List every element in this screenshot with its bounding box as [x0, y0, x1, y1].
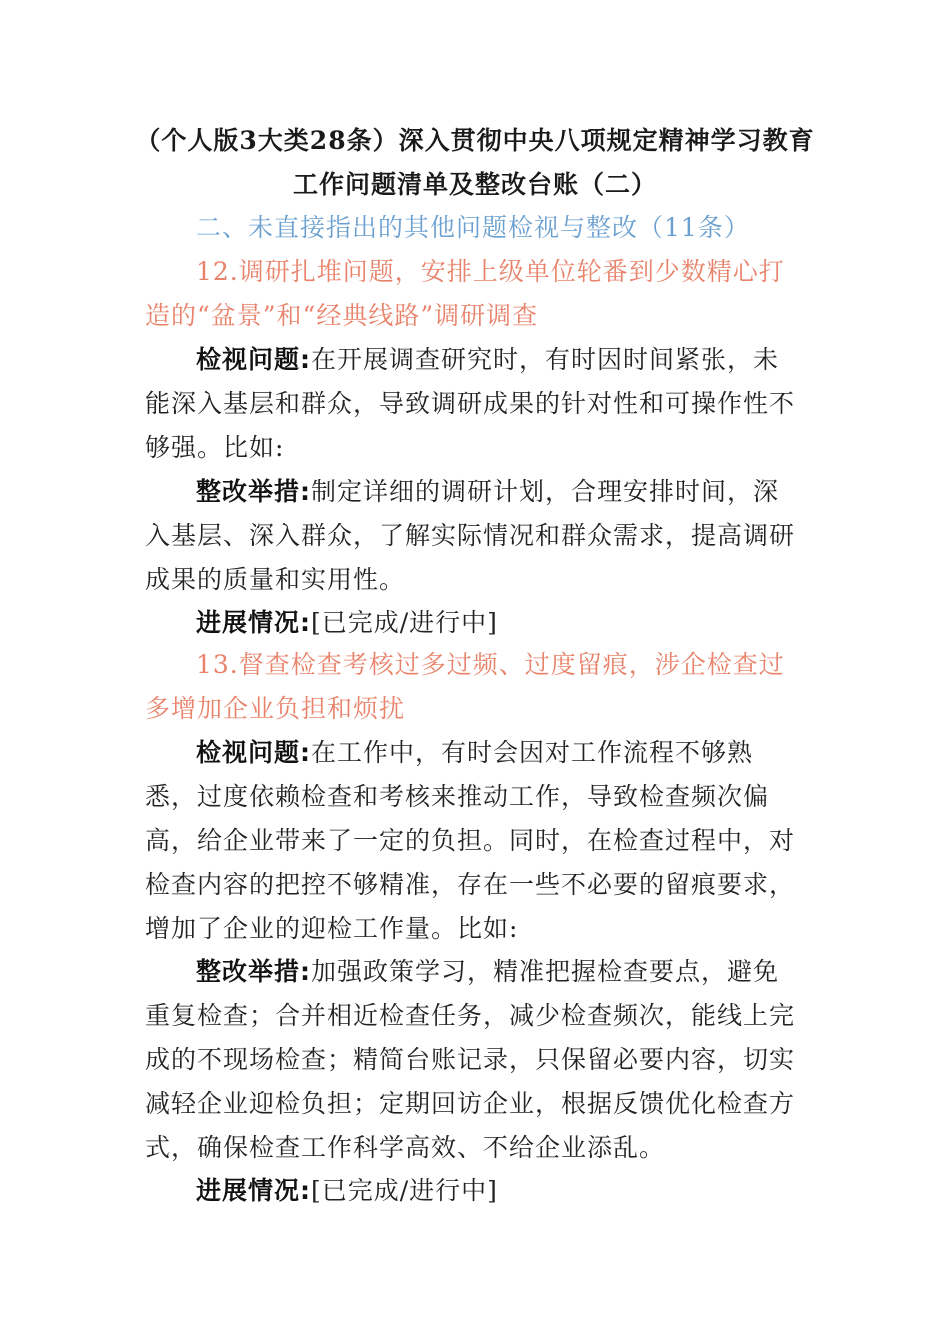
section-heading: 二、未直接指出的其他问题检视与整改（11条）	[196, 213, 750, 242]
progress-text: [已完成/进行中]	[311, 1176, 498, 1205]
measure-label: 整改举措:	[196, 477, 311, 506]
problem-paragraph	[145, 731, 795, 951]
measure-paragraph	[145, 470, 795, 602]
progress-paragraph	[145, 601, 795, 645]
progress-paragraph	[145, 1169, 795, 1213]
document-title: （个人版3大类28条）深入贯彻中央八项规定精神学习教育工作问题清单及整改台账（二）	[135, 126, 815, 199]
measure-text: 制定详细的调研计划，合理安排时间，深入基层、深入群众，了解实际情况和群众需求，提高调研成果的质量和实用性。	[145, 477, 796, 594]
progress-label: 进展情况:	[196, 608, 311, 637]
progress-label: 进展情况:	[196, 1176, 311, 1205]
problem-label: 检视问题:	[196, 345, 311, 374]
item-heading: 13.督查检查考核过多过频、过度留痕，涉企检查过多增加企业负担和烦扰	[145, 650, 785, 723]
item-heading: 12.调研扎堆问题，安排上级单位轮番到少数精心打造的“盆景”和“经典线路”调研调查	[145, 257, 785, 330]
measure-text: 加强政策学习，精准把握检查要点，避免重复检查；合并相近检查任务，减少检查频次，能线上完成的不现场检查；精简台账记录，只保留必要内容，切实减轻企业迎检负担；定期回访企业，根据反馈优化检查方式，确保检查工作科学高效、不给企业添乱。	[145, 957, 796, 1162]
measure-paragraph	[145, 950, 795, 1170]
problem-label: 检视问题:	[196, 738, 311, 767]
measure-label: 整改举措:	[196, 957, 311, 986]
problem-text: 在工作中，有时会因对工作流程不够熟悉，过度依赖检查和考核来推动工作，导致检查频次偏高，给企业带来了一定的负担。同时，在检查过程中，对检查内容的把控不够精准，存在一些不必要的留痕要求，增加了企业的迎检工作量。比如:	[145, 738, 796, 943]
problem-text: 在开展调查研究时，有时因时间紧张，未能深入基层和群众，导致调研成果的针对性和可操作性不够强。比如:	[145, 345, 796, 462]
problem-paragraph	[145, 338, 795, 470]
progress-text: [已完成/进行中]	[311, 608, 498, 637]
